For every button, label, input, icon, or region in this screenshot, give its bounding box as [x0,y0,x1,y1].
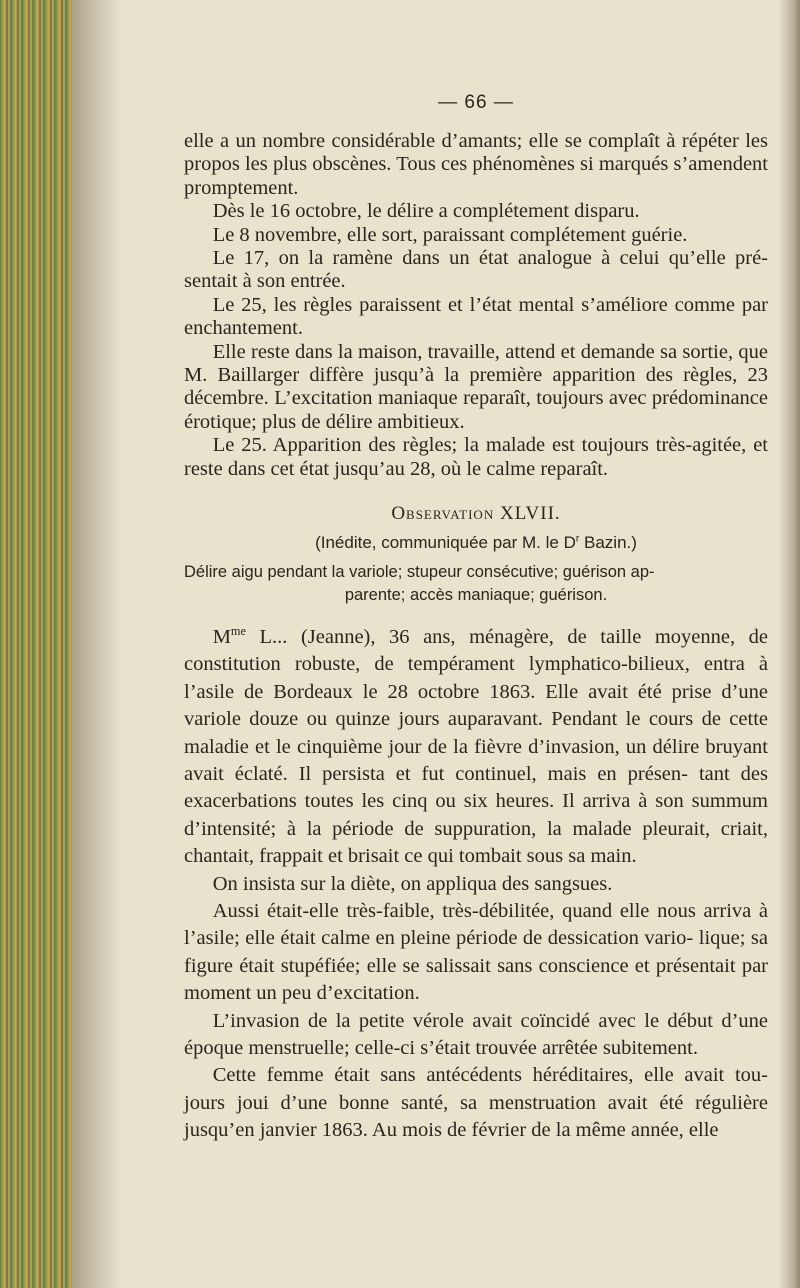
mme-prefix: M [212,625,231,648]
paragraph: Le 25. Apparition des règles; la malade est toujours très-agitée, et reste dans cet état jusqu’au 28, où le calme reparaît. [184,434,768,480]
paragraph: Le 8 novembre, elle sort, paraissant complétement guérie. [212,223,688,246]
paragraph: Cette femme était sans antécédents héréditaires, elle avait tou- jours joui d’une bonne santé, sa menstruation avait été régulière jusqu’en janvier 1863. Au mois de février de la même année, elle [184,1064,768,1142]
paragraph: On insista sur la diète, on appliqua des sangsues. [212,872,613,895]
page-edge [778,0,800,1288]
paragraph: Le 17, on la ramène dans un état analogue à celui qu’elle pré- sentait à son entrée. [184,247,768,293]
source-suffix: Bazin.) [579,533,637,553]
observation-summary [184,561,768,607]
mme-sup: me [230,624,246,639]
book-page [184,92,768,1145]
summary-line-2: parente; accès maniaque; guérison. [344,586,608,605]
source-prefix: (Inédite, communiquée par M. le D [315,533,576,553]
observation-title [184,503,768,525]
page-number: — 66 — [438,92,514,113]
summary-line-1: Délire aigu pendant la variole; stupeur consécutive; guérison ap- [184,563,655,582]
paragraph: elle a un nombre considérable d’amants; elle se complaît à répéter les propos les plus obscènes. Tous ces phénomènes si marqués s’amendent promptement. [184,130,768,199]
case-paragraph [184,618,768,870]
paragraph: Le 25, les règles paraissent et l’état mental s’améliore comme par enchantement. [184,293,768,340]
paragraph: L’invasion de la petite vérole avait coïncidé avec le début d’une époque menstruelle; celle-ci s’était trouvée arrêtée subitement. [184,1009,768,1060]
gutter-shadow [72,0,120,1288]
paragraph: Dès le 16 octobre, le délire a complétement disparu. [212,200,640,223]
observation-source [184,533,768,553]
observation-title-word: Observation [391,503,495,525]
book-binding [0,0,72,1288]
paragraph: Elle reste dans la maison, travaille, attend et demande sa sortie, que M. Baillarger diffère jusqu’à la première apparition des règles, 23 décembre. L’excitation maniaque reparaît, toujours avec prédominance érotique; plus de délire ambitieux. [184,340,768,433]
source-sup: r [575,533,580,545]
case-text: L... (Jeanne), 36 ans, ménagère, de taille moyenne, de constitution robuste, de tempérament lymphatico-bilieux, entra à l’asile de Bordeaux le 28 octobre 1863. Elle avait été prise d’une variole douze ou quinze jours auparavant. Pendant le cours de cette maladie et le cinquième jour de la fièvre d’invasion, un délire bruyant avait éclaté. Il persista et fut continuel, mais en présen- tant des exacerbations toutes les cinq ou six heures. Il arriva à son summum d’intensité; à la période de suppuration, la malade pleurait, criait, chantait, frappait et brisait ce qui tombait sous sa main. [184,625,768,868]
observation-number: XLVII. [499,503,561,525]
paragraph: Aussi était-elle très-faible, très-débilitée, quand elle nous arriva à l’asile; elle était calme en pleine période de dessication vario- lique; sa figure était stupéfiée; elle se salissait sans conscience et présentait par moment un peu d’excitation. [184,899,768,1005]
